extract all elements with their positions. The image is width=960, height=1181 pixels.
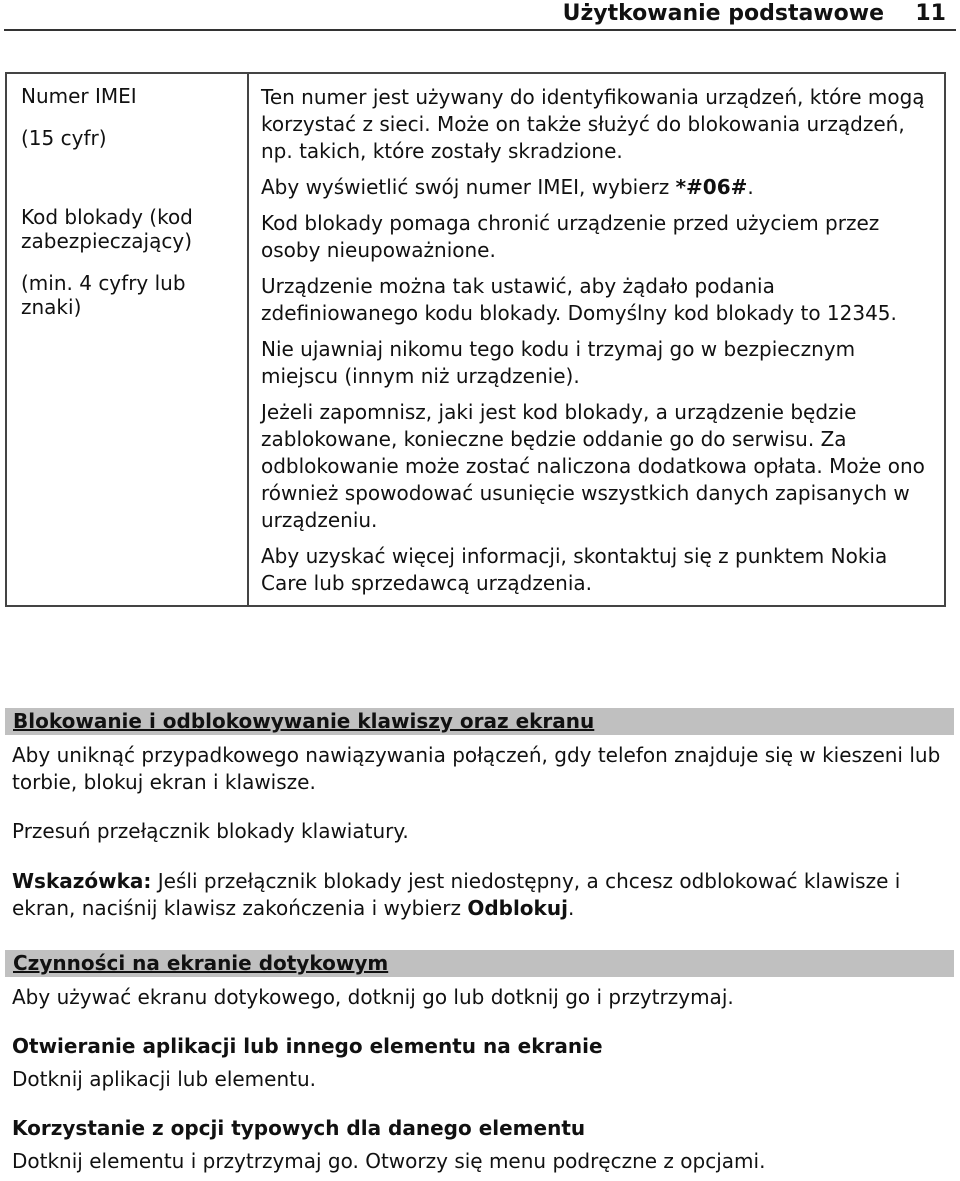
section-heading-touch (5, 950, 954, 977)
lock-paragraph-4: Jeżeli zapomnisz, jaki jest kod blokady, a urządzenie będzie zablokowane, konieczne będzie oddanie go do serwisu. Za odblokowanie może zostać naliczona dodatkowa opłata. Może ono również spowodować usunięcie wszystkich danych zapisanych w urządzeniu. (261, 400, 925, 532)
section-heading-lock-text: Blokowanie i odblokowywanie klawiszy oraz ekranu (13, 709, 595, 733)
tip-paragraph: Wskazówka: Jeśli przełącznik blokady jest niedostępny, a chcesz odblokować klawisze i ekran, naciśnij klawisz zakończenia i wybierz Odblokuj. (12, 869, 901, 920)
content-column (248, 73, 945, 606)
lock-section-paragraph-1: Aby uniknąć przypadkowego nawiązywania połączeń, gdy telefon znajduje się w kieszeni lub torbie, blokuj ekran i klawisze. (12, 743, 941, 794)
info-table (5, 72, 946, 607)
section-heading-lock (5, 708, 954, 735)
label-lock-code-min: (min. 4 cyfry lub znaki) (21, 271, 186, 319)
touch-paragraph: Aby używać ekranu dotykowego, dotknij go lub dotknij go i przytrzymaj. (12, 985, 734, 1009)
imei-show-instruction: Aby wyświetlić swój numer IMEI, wybierz *#06#. (261, 175, 754, 199)
page-header (0, 0, 960, 30)
header-rule (4, 29, 956, 31)
subheading-options: Korzystanie z opcji typowych dla danego elementu (12, 1116, 586, 1140)
lock-paragraph-3: Nie ujawniaj nikomu tego kodu i trzymaj go w bezpiecznym miejscu (innym niż urządzenie). (261, 337, 856, 388)
tip-label: Wskazówka: (12, 869, 152, 893)
open-app-text: Dotknij aplikacji lub elementu. (12, 1067, 317, 1091)
label-imei: Numer IMEI (21, 84, 137, 108)
options-text: Dotknij elementu i przytrzymaj go. Otworzy się menu podręczne z opcjami. (12, 1149, 766, 1173)
section-heading-touch-text: Czynności na ekranie dotykowym (13, 951, 389, 975)
unlock-action: Odblokuj (467, 896, 568, 920)
subheading-open-app: Otwieranie aplikacji lub innego elementu na ekranie (12, 1034, 603, 1058)
label-lock-code: Kod blokady (kod zabezpieczający) (21, 205, 193, 253)
imei-description: Ten numer jest używany do identyfikowania urządzeń, które mogą korzystać z sieci. Może on także służyć do blokowania urządzeń, np. takich, które zostały skradzione. (261, 85, 925, 163)
lock-paragraph-1: Kod blokady pomaga chronić urządzenie przed użyciem przez osoby nieupoważnione. (261, 211, 880, 262)
header-title: Użytkowanie podstawowe (562, 1, 884, 26)
label-imei-digits: (15 cyfr) (21, 126, 107, 150)
page-number: 11 (915, 1, 946, 26)
lock-paragraph-5: Aby uzyskać więcej informacji, skontaktuj się z punktem Nokia Care lub sprzedawcą urządzenia. (261, 544, 888, 595)
lock-section-paragraph-2: Przesuń przełącznik blokady klawiatury. (12, 819, 409, 843)
lock-paragraph-2: Urządzenie można tak ustawić, aby żądało podania zdefiniowanego kodu blokady. Domyślny kod blokady to 12345. (261, 274, 897, 325)
imei-code: *#06# (675, 175, 748, 199)
labels-column (6, 73, 248, 606)
